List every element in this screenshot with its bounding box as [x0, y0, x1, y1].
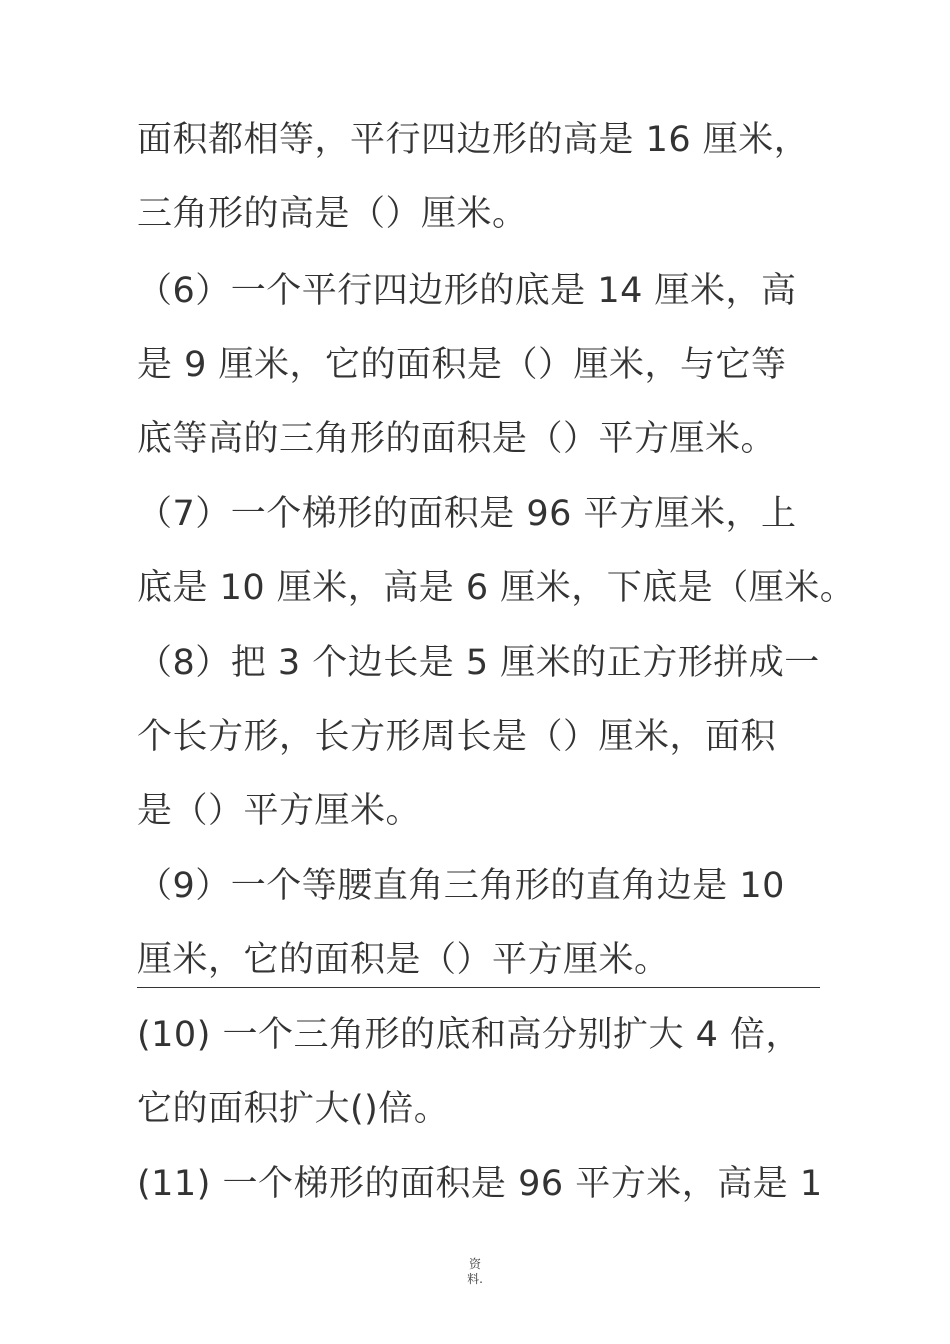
footer-label-line-2: 料. [467, 1272, 483, 1286]
footer-label-line-1: 资 [468, 1257, 481, 1271]
question-11-line-1: (11) 一个梯形的面积是 96 平方米，高是 1 [137, 1164, 823, 1204]
text-line-2: 三角形的高是（）厘米。 [137, 194, 528, 234]
question-9-line-2: 厘米，它的面积是（）平方厘米。 [137, 940, 670, 980]
question-7-line-1: （7）一个梯形的面积是 96 平方厘米，上 [137, 494, 797, 534]
question-6-line-3: 底等高的三角形的面积是（）平方厘米。 [137, 419, 777, 459]
text-line-1: 面积都相等，平行四边形的高是 16 厘米， [137, 120, 810, 160]
question-10-line-1: (10) 一个三角形的底和高分别扩大 4 倍， [137, 1015, 801, 1055]
question-6-line-2: 是 9 厘米，它的面积是（）厘米，与它等 [137, 345, 787, 385]
question-8-line-1: （8）把 3 个边长是 5 厘米的正方形拼成一 [137, 643, 820, 683]
horizontal-divider [137, 987, 820, 988]
question-7-line-2: 底是 10 厘米，高是 6 厘米，下底是（厘米。 [137, 568, 856, 608]
question-10-line-2: 它的面积扩大()倍。 [137, 1089, 450, 1129]
question-6-line-1: （6）一个平行四边形的底是 14 厘米，高 [137, 271, 797, 311]
question-8-line-2: 个长方形，长方形周长是（）厘米，面积 [137, 717, 777, 757]
question-9-line-1: （9）一个等腰直角三角形的直角边是 10 [137, 866, 785, 906]
question-8-line-3: 是（）平方厘米。 [137, 791, 422, 831]
